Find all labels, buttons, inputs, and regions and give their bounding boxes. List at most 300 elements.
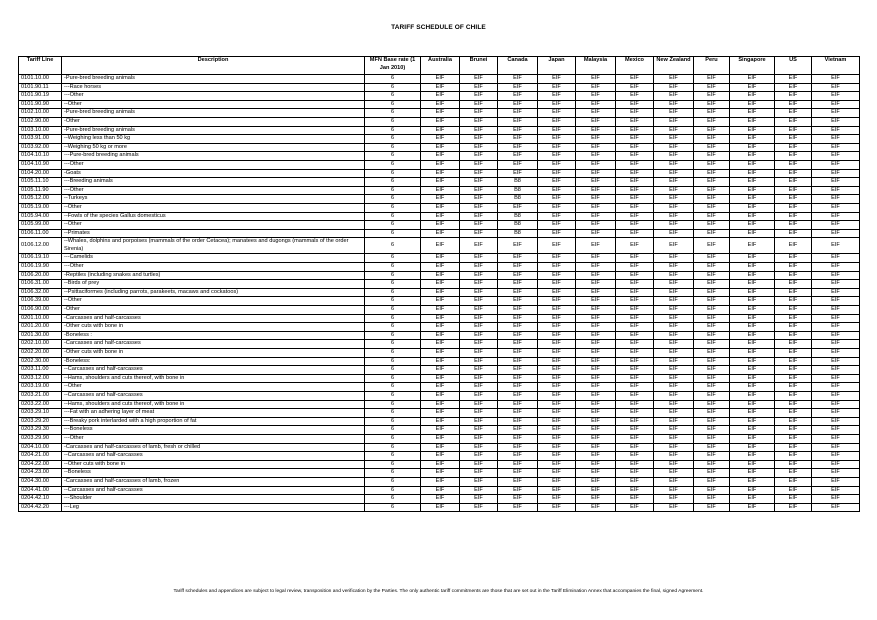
staging-cell: EIF (460, 495, 498, 504)
tariff-line-cell: 0106.19.10 (19, 254, 62, 263)
staging-cell: EIF (498, 100, 538, 109)
staging-cell: EIF (775, 186, 812, 195)
staging-cell: EIF (498, 469, 538, 478)
staging-cell: EIF (421, 306, 460, 315)
staging-cell: EIF (654, 83, 694, 92)
staging-cell: EIF (616, 92, 654, 101)
staging-cell: EIF (616, 503, 654, 512)
mfn-rate-cell: 6 (365, 366, 421, 375)
staging-cell: EIF (654, 203, 694, 212)
staging-cell: EIF (730, 477, 775, 486)
column-header: US (775, 57, 812, 75)
staging-cell: EIF (421, 186, 460, 195)
staging-cell: EIF (654, 340, 694, 349)
staging-cell: EIF (498, 349, 538, 358)
staging-cell: EIF (576, 109, 616, 118)
staging-cell: EIF (616, 495, 654, 504)
description-cell: -Carcasses and half-carcasses (62, 340, 365, 349)
description-cell: -Pure-bred breeding animals (62, 126, 365, 135)
tariff-line-cell: 0101.90.90 (19, 100, 62, 109)
staging-cell: EIF (812, 229, 860, 238)
staging-cell: EIF (694, 178, 730, 187)
staging-cell: EIF (460, 409, 498, 418)
staging-cell: EIF (421, 477, 460, 486)
staging-cell: EIF (654, 469, 694, 478)
staging-cell: EIF (812, 280, 860, 289)
description-cell: -Goats (62, 169, 365, 178)
staging-cell: EIF (460, 75, 498, 84)
mfn-rate-cell: 6 (365, 495, 421, 504)
tariff-line-cell: 0204.41.00 (19, 486, 62, 495)
table-row (19, 143, 860, 152)
table-row (19, 383, 860, 392)
staging-cell: EIF (775, 254, 812, 263)
staging-cell: EIF (576, 186, 616, 195)
staging-cell: EIF (694, 331, 730, 340)
description-cell: ---Shoulder (62, 495, 365, 504)
staging-cell: EIF (421, 288, 460, 297)
mfn-rate-cell: 6 (365, 452, 421, 461)
staging-cell: EIF (775, 203, 812, 212)
table-row (19, 417, 860, 426)
staging-cell: EIF (460, 452, 498, 461)
staging-cell: EIF (812, 340, 860, 349)
staging-cell: EIF (775, 75, 812, 84)
staging-cell: EIF (654, 109, 694, 118)
staging-cell: EIF (421, 443, 460, 452)
staging-cell: EIF (694, 434, 730, 443)
staging-cell: EIF (812, 195, 860, 204)
staging-cell: EIF (616, 126, 654, 135)
mfn-rate-cell: 6 (365, 109, 421, 118)
staging-cell: EIF (730, 221, 775, 230)
staging-cell: EIF (654, 331, 694, 340)
staging-cell: EIF (812, 143, 860, 152)
description-cell: --Psittaciformes (including parrots, parakeets, macaws and cockatoos) (62, 288, 365, 297)
staging-cell: EIF (616, 238, 654, 254)
mfn-rate-cell: 6 (365, 323, 421, 332)
staging-cell: EIF (460, 238, 498, 254)
staging-cell: EIF (730, 178, 775, 187)
staging-cell: EIF (421, 221, 460, 230)
staging-cell: EIF (498, 366, 538, 375)
staging-cell: EIF (730, 160, 775, 169)
staging-cell: EIF (421, 160, 460, 169)
staging-cell: EIF (538, 383, 576, 392)
staging-cell: EIF (654, 254, 694, 263)
staging-cell: EIF (654, 92, 694, 101)
staging-cell: EIF (694, 212, 730, 221)
staging-cell: EIF (498, 117, 538, 126)
staging-cell: EIF (654, 357, 694, 366)
staging-cell: EIF (654, 366, 694, 375)
staging-cell: EIF (460, 306, 498, 315)
description-cell: -Pure-bred breeding animals (62, 109, 365, 118)
staging-cell: EIF (775, 117, 812, 126)
staging-cell: EIF (498, 109, 538, 118)
table-row (19, 186, 860, 195)
staging-cell: EIF (654, 117, 694, 126)
staging-cell: EIF (498, 135, 538, 144)
description-cell: --Carcasses and half-carcasses (62, 486, 365, 495)
table-row (19, 391, 860, 400)
staging-cell: EIF (498, 452, 538, 461)
staging-cell: EIF (538, 280, 576, 289)
description-cell: -Boneless: (62, 357, 365, 366)
staging-cell: EIF (775, 323, 812, 332)
description-cell: --Hams, shoulders and cuts thereof, with bone in (62, 400, 365, 409)
staging-cell: EIF (730, 263, 775, 272)
staging-cell: EIF (654, 152, 694, 161)
table-row (19, 306, 860, 315)
staging-cell: EIF (730, 409, 775, 418)
staging-cell: EIF (576, 469, 616, 478)
staging-cell: EIF (460, 186, 498, 195)
tariff-line-cell: 0104.10.10 (19, 152, 62, 161)
mfn-rate-cell: 6 (365, 409, 421, 418)
staging-cell: EIF (775, 306, 812, 315)
table-row (19, 374, 860, 383)
mfn-rate-cell: 6 (365, 229, 421, 238)
staging-cell: EIF (812, 212, 860, 221)
staging-cell: EIF (576, 349, 616, 358)
table-row (19, 409, 860, 418)
staging-cell: EIF (775, 495, 812, 504)
tariff-line-cell: 0106.11.00 (19, 229, 62, 238)
tariff-line-cell: 0102.10.00 (19, 109, 62, 118)
staging-cell: EIF (654, 503, 694, 512)
table-row (19, 178, 860, 187)
staging-cell: EIF (538, 126, 576, 135)
staging-cell: EIF (460, 323, 498, 332)
staging-cell: EIF (421, 212, 460, 221)
staging-cell: EIF (421, 374, 460, 383)
staging-cell: EIF (421, 169, 460, 178)
mfn-rate-cell: 6 (365, 340, 421, 349)
staging-cell: EIF (616, 143, 654, 152)
staging-cell: EIF (694, 297, 730, 306)
staging-cell: EIF (654, 297, 694, 306)
staging-cell: EIF (498, 383, 538, 392)
mfn-rate-cell: 6 (365, 460, 421, 469)
staging-cell: EIF (421, 486, 460, 495)
staging-cell: EIF (730, 306, 775, 315)
staging-cell: EIF (654, 212, 694, 221)
staging-cell: EIF (654, 221, 694, 230)
staging-cell: EIF (498, 280, 538, 289)
staging-cell: EIF (421, 109, 460, 118)
staging-cell: EIF (730, 229, 775, 238)
table-row (19, 486, 860, 495)
staging-cell: EIF (654, 100, 694, 109)
staging-cell: EIF (694, 263, 730, 272)
staging-cell: EIF (775, 349, 812, 358)
description-cell: --Primates (62, 229, 365, 238)
staging-cell: EIF (576, 221, 616, 230)
staging-cell: EIF (576, 280, 616, 289)
staging-cell: EIF (538, 254, 576, 263)
staging-cell: EIF (576, 100, 616, 109)
staging-cell: EIF (775, 178, 812, 187)
column-header: Tariff Line (19, 57, 62, 75)
footer-note: Tariff schedules and appendices are subject to legal review, transposition and verification by the Parties. The only authentic tariff commitments are those that are set out in the Tariff Elimination Annex that accompanies the final, signed Agreement. (173, 589, 704, 594)
staging-cell: EIF (460, 314, 498, 323)
staging-cell: EIF (538, 340, 576, 349)
staging-cell: EIF (421, 83, 460, 92)
description-cell: ---Fat with an adhering layer of meat (62, 409, 365, 418)
description-cell: ---Other (62, 160, 365, 169)
staging-cell: EIF (694, 443, 730, 452)
staging-cell: EIF (812, 83, 860, 92)
staging-cell: EIF (812, 152, 860, 161)
staging-cell: EIF (654, 314, 694, 323)
staging-cell: EIF (812, 288, 860, 297)
staging-cell: EIF (730, 186, 775, 195)
staging-cell: EIF (421, 152, 460, 161)
staging-cell: EIF (654, 178, 694, 187)
column-header: Vietnam (812, 57, 860, 75)
staging-cell: EIF (654, 426, 694, 435)
staging-cell: EIF (576, 434, 616, 443)
tariff-line-cell: 0204.23.00 (19, 469, 62, 478)
mfn-rate-cell: 6 (365, 306, 421, 315)
staging-cell: EIF (730, 331, 775, 340)
staging-cell: EIF (576, 195, 616, 204)
staging-cell: EIF (694, 143, 730, 152)
description-cell: -Other cuts with bone in (62, 349, 365, 358)
tariff-line-cell: 0103.92.00 (19, 143, 62, 152)
tariff-line-cell: 0106.20.00 (19, 271, 62, 280)
tariff-line-cell: 0101.90.19 (19, 92, 62, 101)
staging-cell: EIF (812, 254, 860, 263)
staging-cell: B8 (498, 186, 538, 195)
staging-cell: EIF (576, 92, 616, 101)
staging-cell: EIF (616, 374, 654, 383)
staging-cell: EIF (730, 383, 775, 392)
mfn-rate-cell: 6 (365, 83, 421, 92)
mfn-rate-cell: 6 (365, 75, 421, 84)
description-cell: --Weighing 50 kg or more (62, 143, 365, 152)
staging-cell: EIF (538, 314, 576, 323)
staging-cell: EIF (538, 434, 576, 443)
staging-cell: EIF (538, 143, 576, 152)
staging-cell: EIF (775, 417, 812, 426)
table-row (19, 323, 860, 332)
staging-cell: EIF (576, 391, 616, 400)
staging-cell: EIF (538, 400, 576, 409)
staging-cell: EIF (654, 417, 694, 426)
table-row (19, 160, 860, 169)
tariff-line-cell: 0203.21.00 (19, 391, 62, 400)
staging-cell: EIF (654, 271, 694, 280)
staging-cell: EIF (812, 426, 860, 435)
description-cell: -Carcasses and half-carcasses (62, 314, 365, 323)
table-row (19, 75, 860, 84)
staging-cell: EIF (538, 238, 576, 254)
staging-cell: EIF (654, 238, 694, 254)
staging-cell: EIF (694, 314, 730, 323)
staging-cell: EIF (775, 452, 812, 461)
staging-cell: EIF (775, 366, 812, 375)
staging-cell: EIF (775, 297, 812, 306)
table-row (19, 229, 860, 238)
staging-cell: EIF (616, 452, 654, 461)
staging-cell: EIF (730, 452, 775, 461)
staging-cell: EIF (576, 126, 616, 135)
tariff-line-cell: 0105.11.10 (19, 178, 62, 187)
staging-cell: EIF (576, 83, 616, 92)
staging-cell: EIF (460, 83, 498, 92)
staging-cell: EIF (460, 221, 498, 230)
staging-cell: EIF (730, 400, 775, 409)
table-row (19, 357, 860, 366)
staging-cell: EIF (576, 254, 616, 263)
staging-cell: EIF (421, 203, 460, 212)
staging-cell: EIF (616, 486, 654, 495)
staging-cell: EIF (460, 366, 498, 375)
staging-cell: EIF (775, 434, 812, 443)
staging-cell: EIF (616, 195, 654, 204)
staging-cell: EIF (730, 374, 775, 383)
tariff-line-cell: 0203.29.90 (19, 434, 62, 443)
staging-cell: B8 (498, 229, 538, 238)
staging-cell: EIF (460, 203, 498, 212)
staging-cell: EIF (576, 366, 616, 375)
tariff-line-cell: 0201.20.00 (19, 323, 62, 332)
staging-cell: EIF (616, 417, 654, 426)
mfn-rate-cell: 6 (365, 383, 421, 392)
staging-cell: EIF (616, 314, 654, 323)
staging-cell: EIF (730, 495, 775, 504)
staging-cell: EIF (694, 391, 730, 400)
mfn-rate-cell: 6 (365, 288, 421, 297)
staging-cell: EIF (421, 126, 460, 135)
table-row (19, 92, 860, 101)
staging-cell: EIF (812, 417, 860, 426)
staging-cell: EIF (812, 409, 860, 418)
staging-cell: EIF (460, 169, 498, 178)
staging-cell: EIF (498, 143, 538, 152)
description-cell: ---Other (62, 434, 365, 443)
staging-cell: EIF (460, 331, 498, 340)
staging-cell: EIF (460, 280, 498, 289)
staging-cell: EIF (654, 169, 694, 178)
tariff-line-cell: 0106.31.00 (19, 280, 62, 289)
staging-cell: EIF (538, 486, 576, 495)
staging-cell: EIF (538, 169, 576, 178)
staging-cell: EIF (616, 357, 654, 366)
tariff-line-cell: 0204.21.00 (19, 452, 62, 461)
staging-cell: EIF (498, 254, 538, 263)
staging-cell: EIF (498, 126, 538, 135)
staging-cell: EIF (812, 477, 860, 486)
staging-cell: EIF (576, 460, 616, 469)
staging-cell: EIF (538, 460, 576, 469)
mfn-rate-cell: 6 (365, 297, 421, 306)
staging-cell: EIF (730, 297, 775, 306)
staging-cell: EIF (812, 383, 860, 392)
staging-cell: EIF (576, 323, 616, 332)
staging-cell: EIF (460, 434, 498, 443)
staging-cell: EIF (812, 486, 860, 495)
tariff-line-cell: 0203.22.00 (19, 400, 62, 409)
staging-cell: EIF (694, 452, 730, 461)
mfn-rate-cell: 6 (365, 469, 421, 478)
staging-cell: EIF (498, 152, 538, 161)
staging-cell: EIF (694, 186, 730, 195)
staging-cell: EIF (421, 271, 460, 280)
tariff-line-cell: 0106.39.00 (19, 297, 62, 306)
header-row (19, 57, 860, 75)
staging-cell: EIF (812, 503, 860, 512)
staging-cell: B8 (498, 195, 538, 204)
description-cell: -Carcasses and half-carcasses of lamb, frozen (62, 477, 365, 486)
staging-cell: EIF (460, 469, 498, 478)
staging-cell: EIF (694, 340, 730, 349)
staging-cell: EIF (576, 409, 616, 418)
staging-cell: EIF (694, 477, 730, 486)
staging-cell: EIF (538, 75, 576, 84)
staging-cell: EIF (694, 460, 730, 469)
table-row (19, 271, 860, 280)
staging-cell: EIF (576, 400, 616, 409)
staging-cell: EIF (694, 117, 730, 126)
staging-cell: EIF (498, 400, 538, 409)
table-row (19, 169, 860, 178)
tariff-line-cell: 0103.10.00 (19, 126, 62, 135)
staging-cell: EIF (421, 238, 460, 254)
staging-cell: EIF (498, 503, 538, 512)
staging-cell: EIF (538, 109, 576, 118)
staging-cell: EIF (498, 323, 538, 332)
staging-cell: EIF (654, 126, 694, 135)
tariff-line-cell: 0105.99.00 (19, 221, 62, 230)
description-cell: -Boneless : (62, 331, 365, 340)
description-cell: ---Boneless (62, 426, 365, 435)
description-cell: --Hams, shoulders and cuts thereof, with bone in (62, 374, 365, 383)
mfn-rate-cell: 6 (365, 195, 421, 204)
staging-cell: EIF (498, 357, 538, 366)
staging-cell: EIF (812, 186, 860, 195)
description-cell: --Other cuts with bone in (62, 460, 365, 469)
table-row (19, 469, 860, 478)
staging-cell: EIF (576, 117, 616, 126)
table-row (19, 280, 860, 289)
staging-cell: EIF (694, 503, 730, 512)
staging-cell: EIF (694, 349, 730, 358)
staging-cell: EIF (421, 417, 460, 426)
staging-cell: EIF (616, 229, 654, 238)
staging-cell: EIF (498, 443, 538, 452)
staging-cell: EIF (730, 126, 775, 135)
staging-cell: EIF (421, 495, 460, 504)
staging-cell: EIF (421, 135, 460, 144)
staging-cell: EIF (460, 443, 498, 452)
staging-cell: EIF (694, 169, 730, 178)
staging-cell: EIF (576, 486, 616, 495)
staging-cell: EIF (576, 340, 616, 349)
mfn-rate-cell: 6 (365, 203, 421, 212)
staging-cell: EIF (654, 374, 694, 383)
staging-cell: EIF (616, 400, 654, 409)
staging-cell: EIF (460, 357, 498, 366)
description-cell: ---Other (62, 186, 365, 195)
table-row (19, 288, 860, 297)
description-cell: --Turkeys (62, 195, 365, 204)
staging-cell: EIF (730, 340, 775, 349)
staging-cell: EIF (576, 135, 616, 144)
staging-cell: EIF (576, 212, 616, 221)
